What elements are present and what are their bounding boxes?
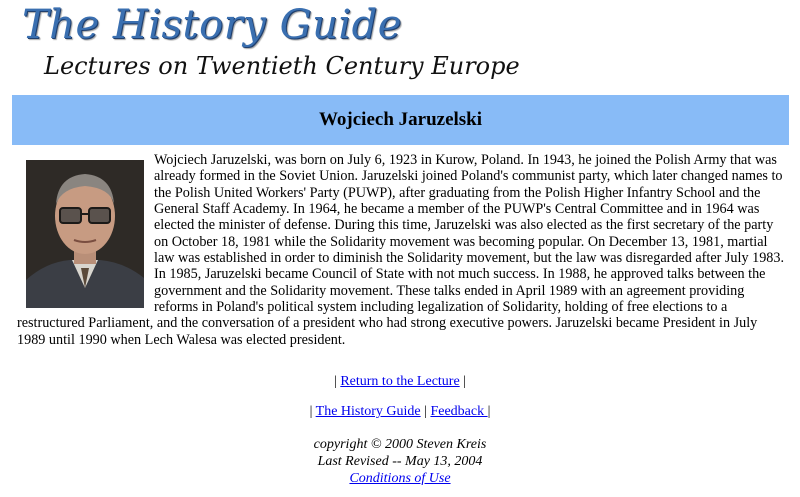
last-revised-text: Last Revised -- May 13, 2004 [317,454,483,469]
portrait-image [26,160,144,308]
portrait-photo [26,160,144,308]
return-to-lecture-link[interactable]: Return to the Lecture [340,374,460,389]
separator: | [487,404,491,419]
masthead [0,0,800,95]
return-nav [0,374,800,390]
conditions-of-use-link[interactable]: Conditions of Use [349,471,451,486]
article [17,152,785,348]
article-body: Wojciech Jaruzelski, was born on July 6, 1923 in Kurow, Poland. In 1943, he joined the Polish Army that was already formed in the Soviet Union. Jaruzelski joined Poland's communist party, which later changed names to the Polish United Workers' Party (PUWP), after graduating from the Polish Higher Infantry School and the General Staff Academy. In 1964, he became a member of the PUWP's Central Committee and in 1964 was elected the minister of defense. During this time, Jaruzelski was also elected as the first secretary of the party on October 18, 1981 while the Solidarity movement was becoming popular. On December 13, 1981, martial law was established in order to diminish the Solidarity movement, but the law was disregarded after July 1983. In 1985, Jaruzelski became Council of State with not much success. In 1988, he approved talks between the government and the Solidarity movement. These talks ended in April 1989 with an agreement providing reforms in Poland's political system including legalization of Solidarity, holding of free elections to a restructured Parliament, and the conversation of a president who had strong executive powers. Jaruzelski became President in July 1989 until 1990 when Lech Walesa was elected president. [17,152,785,348]
site-logo-subtitle: Lectures on Twentieth Century Europe [44,52,520,80]
separator: | [309,404,313,419]
feedback-link[interactable]: Feedback [430,404,488,419]
separator: | [334,374,337,389]
copyright-text: copyright © 2000 Steven Kreis [313,437,487,452]
site-nav [0,404,800,420]
credits [0,436,800,487]
page-title: Wojciech Jaruzelski [318,109,483,130]
history-guide-link[interactable]: The History Guide [315,404,421,419]
separator: | [424,404,427,419]
title-bar [12,95,789,145]
site-logo-title[interactable]: The History Guide [22,2,402,48]
separator: | [463,374,466,389]
